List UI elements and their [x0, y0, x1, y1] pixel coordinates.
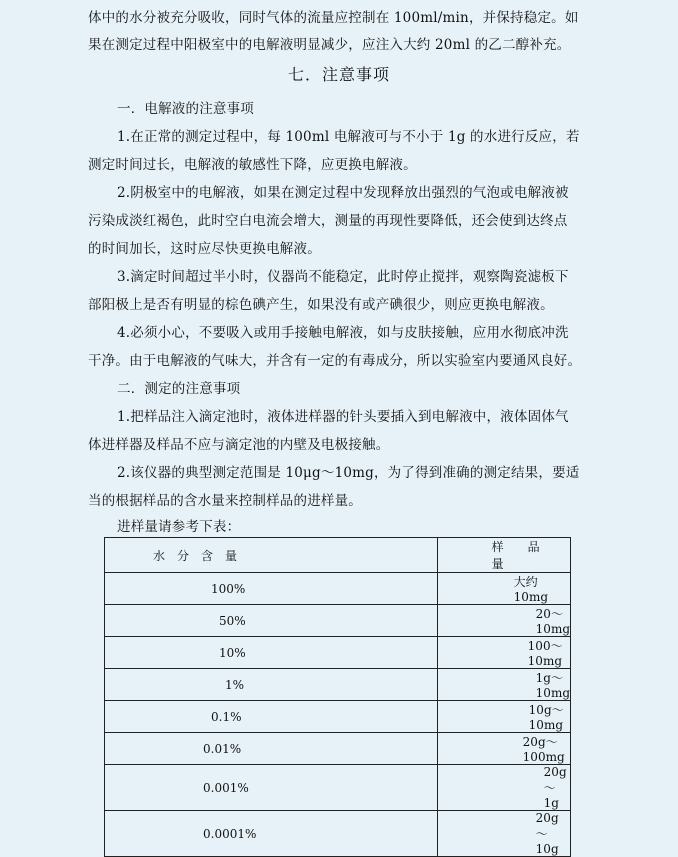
table-row — [105, 605, 571, 637]
body-line: 1.把样品注入滴定池时，液体进样器的针头要插入到电解液中，液体固体气 — [117, 409, 569, 425]
table-row — [105, 811, 571, 857]
water-content-cell: 0.1% — [105, 701, 438, 733]
body-line: 1.在正常的测定过程中，每 100ml 电解液可与不小于 1g 的水进行反应，若 — [117, 129, 580, 145]
header-sample-amount: 样 品 量 — [437, 538, 570, 573]
water-content-cell: 10% — [105, 637, 438, 669]
sample-amount-cell: 1g～10mg — [437, 669, 570, 701]
table-row — [105, 637, 571, 669]
section-title: 七．注意事项 — [287, 65, 390, 84]
water-content-cell: 100% — [105, 573, 438, 605]
sample-amount-table — [104, 537, 571, 857]
sample-amount-cell: 20～10mg — [437, 605, 570, 637]
body-line: 污染成淡红褐色，此时空白电流会增大，测量的再现性要降低，还会使到达终点 — [88, 213, 568, 229]
body-line: 当的根据样品的含水量来控制样品的进样量。 — [88, 493, 362, 509]
table-row — [105, 573, 571, 605]
water-content-cell: 0.0001% — [105, 811, 438, 857]
table-intro: 进样量请参考下表： — [117, 519, 241, 535]
body-line: 体进样器及样品不应与滴定池的内壁及电极接触。 — [88, 437, 390, 453]
sample-amount-cell: 20g～1g — [437, 765, 570, 811]
table-row — [105, 765, 571, 811]
body-line: 的时间加长，这时应尽快更换电解液。 — [88, 241, 321, 257]
body-line: 部阳极上是否有明显的棕色碘产生，如果没有或产碘很少，则应更换电解液。 — [88, 297, 554, 313]
sample-amount-cell: 20g～10g — [437, 811, 570, 857]
body-line: 干净。由于电解液的气味大，并含有一定的有毒成分，所以实验室内要通风良好。 — [88, 353, 582, 369]
sample-amount-cell: 10g～10mg — [437, 701, 570, 733]
sample-amount-cell: 20g～100mg — [437, 733, 570, 765]
subsection-heading: 二．测定的注意事项 — [117, 381, 241, 397]
body-line: 2.阴极室中的电解液，如果在测定过程中发现释放出强烈的气泡或电解液被 — [117, 185, 569, 201]
table-row — [105, 701, 571, 733]
body-line: 2.该仪器的典型测定范围是 10μg～10mg，为了得到准确的测定结果，要适 — [117, 465, 580, 481]
table-row — [105, 669, 571, 701]
sample-amount-cell: 100～10mg — [437, 637, 570, 669]
body-line: 果在测定过程中阳极室中的电解液明显减少，应注入大约 20ml 的乙二醇补充。 — [88, 37, 571, 53]
water-content-cell: 0.01% — [105, 733, 438, 765]
body-line: 4.必须小心，不要吸入或用手接触电解液，如与皮肤接触，应用水彻底冲洗 — [117, 325, 569, 341]
body-line: 测定时间过长，电解液的敏感性下降，应更换电解液。 — [88, 157, 417, 173]
body-line: 体中的水分被充分吸收，同时气体的流量应控制在 100ml/min，并保持稳定。如 — [88, 10, 579, 26]
table-row — [105, 733, 571, 765]
water-content-cell: 50% — [105, 605, 438, 637]
water-content-cell: 1% — [105, 669, 438, 701]
sample-amount-cell: 大约 10mg — [437, 573, 570, 605]
subsection-heading: 一．电解液的注意事项 — [117, 101, 254, 117]
water-content-cell: 0.001% — [105, 765, 438, 811]
header-water-content: 水 分 含 量 — [105, 538, 438, 573]
table-header-row — [105, 538, 571, 573]
body-line: 3.滴定时间超过半小时，仪器尚不能稳定，此时停止搅拌，观察陶瓷滤板下 — [117, 269, 569, 285]
